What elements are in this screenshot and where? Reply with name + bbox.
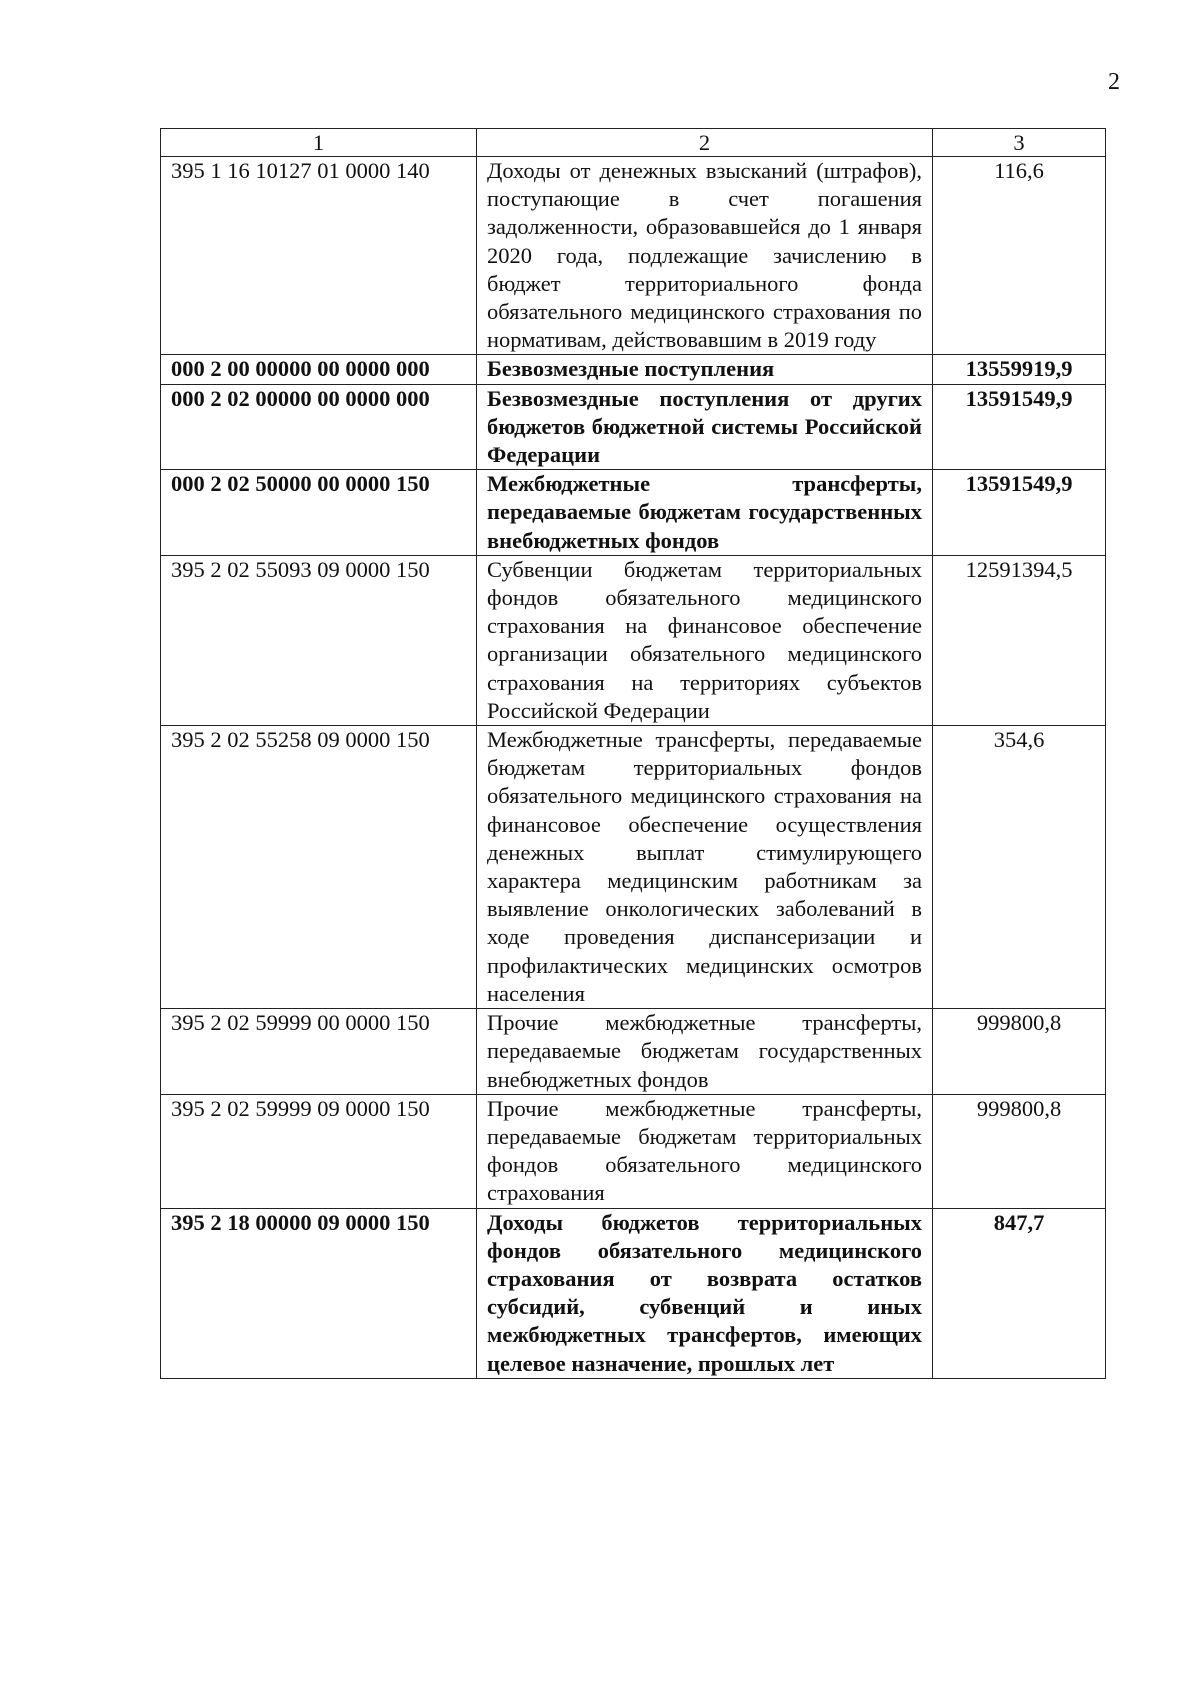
column-header-amount: 3 — [933, 129, 1106, 157]
row-amount: 999800,8 — [933, 1094, 1106, 1208]
row-name: Субвенции бюджетам территориальных фондов обязательного медицинского страхования на финансовое обеспечение организации обязательного медицинского страхования на территориях субъектов Российской Федерации — [477, 555, 933, 725]
row-code: 395 1 16 10127 01 0000 140 — [161, 157, 477, 355]
row-name: Безвозмездные поступления от других бюджетов бюджетной системы Российской Федерации — [477, 384, 933, 470]
table-row — [161, 384, 1106, 470]
row-code: 000 2 00 00000 00 0000 000 — [161, 355, 477, 384]
budget-revenue-table — [160, 128, 1106, 1379]
row-amount: 13591549,9 — [933, 384, 1106, 470]
table-row — [161, 726, 1106, 1009]
table-header-row — [161, 129, 1106, 157]
row-code: 395 2 02 55093 09 0000 150 — [161, 555, 477, 725]
table-row — [161, 1094, 1106, 1208]
row-amount: 12591394,5 — [933, 555, 1106, 725]
row-code: 395 2 18 00000 09 0000 150 — [161, 1208, 477, 1378]
column-header-name: 2 — [477, 129, 933, 157]
row-name: Доходы от денежных взысканий (штрафов), поступающие в счет погашения задолженности, образовавшейся до 1 января 2020 года, подлежащие зачислению в бюджет территориального фонда обязательного медицинского страхования по нормативам, действовавшим в 2019 году — [477, 157, 933, 355]
row-amount: 999800,8 — [933, 1009, 1106, 1095]
table-row — [161, 1009, 1106, 1095]
table-row — [161, 157, 1106, 355]
table-row — [161, 555, 1106, 725]
row-name: Доходы бюджетов территориальных фондов обязательного медицинского страхования от возврата остатков субсидий, субвенций и иных межбюджетных трансфертов, имеющих целевое назначение, прошлых лет — [477, 1208, 933, 1378]
row-name: Межбюджетные трансферты, передаваемые бюджетам территориальных фондов обязательного медицинского страхования на финансовое обеспечение осуществления денежных выплат стимулирующего характера медицинским работникам за выявление онкологических заболеваний в ходе проведения диспансеризации и профилактических медицинских осмотров населения — [477, 726, 933, 1009]
row-amount: 13591549,9 — [933, 470, 1106, 556]
table-row — [161, 355, 1106, 384]
row-amount: 116,6 — [933, 157, 1106, 355]
column-header-code: 1 — [161, 129, 477, 157]
row-amount: 13559919,9 — [933, 355, 1106, 384]
row-name: Прочие межбюджетные трансферты, передаваемые бюджетам территориальных фондов обязательного медицинского страхования — [477, 1094, 933, 1208]
table-row — [161, 470, 1106, 556]
table-row — [161, 1208, 1106, 1378]
row-code: 000 2 02 50000 00 0000 150 — [161, 470, 477, 556]
page-number: 2 — [1108, 69, 1120, 95]
row-code: 395 2 02 59999 00 0000 150 — [161, 1009, 477, 1095]
row-name: Прочие межбюджетные трансферты, передаваемые бюджетам государственных внебюджетных фондов — [477, 1009, 933, 1095]
row-code: 395 2 02 59999 09 0000 150 — [161, 1094, 477, 1208]
row-code: 395 2 02 55258 09 0000 150 — [161, 726, 477, 1009]
row-name: Межбюджетные трансферты, передаваемые бюджетам государственных внебюджетных фондов — [477, 470, 933, 556]
row-amount: 847,7 — [933, 1208, 1106, 1378]
row-name: Безвозмездные поступления — [477, 355, 933, 384]
row-amount: 354,6 — [933, 726, 1106, 1009]
row-code: 000 2 02 00000 00 0000 000 — [161, 384, 477, 470]
